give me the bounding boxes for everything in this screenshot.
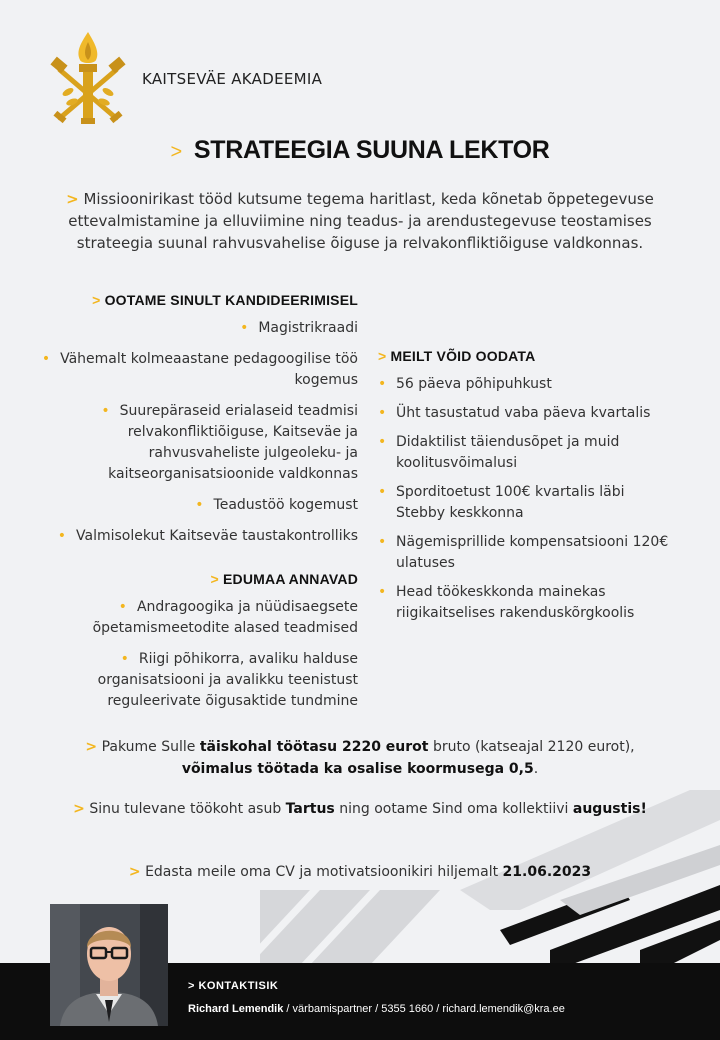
- advantages-list: [40, 597, 358, 712]
- separator: /: [375, 1003, 379, 1015]
- salary-paragraph: [60, 736, 660, 780]
- list-item: • Sporditoetust 100€ kvartalis läbi Stebby keskkonna: [378, 482, 678, 524]
- separator: /: [286, 1003, 290, 1015]
- contact-email: richard.lemendik@kra.ee: [442, 1003, 565, 1015]
- contact-name: Richard Lemendik: [188, 1003, 284, 1015]
- benefits-list: [378, 374, 678, 624]
- requirements-heading: [40, 292, 358, 308]
- salary-text-3: .: [533, 761, 539, 777]
- list-item: • Valmisolekut Kaitseväe taustakontrolliks: [40, 526, 358, 547]
- organization-name: KAITSEVÄE AKADEEMIA: [142, 70, 323, 88]
- left-column: [40, 292, 358, 722]
- location-text-2: ning ootame Sind oma kollektiivi: [339, 801, 569, 817]
- requirements-heading-text: OOTAME SINULT KANDIDEERIMISEL: [104, 292, 358, 308]
- salary-amount: täiskohal töötasu 2220 eurot: [199, 739, 429, 755]
- list-item: • Üht tasustatud vaba päeva kvartalis: [378, 403, 678, 424]
- academy-logo-icon: [50, 30, 126, 126]
- contact-details: [188, 1003, 565, 1015]
- advantages-heading: [40, 571, 358, 587]
- location-paragraph: [60, 798, 660, 820]
- salary-text-1: Pakume Sulle: [101, 739, 196, 755]
- intro-text: Missioonirikast tööd kutsume tegema haritlast, keda kõnetab õppetegevuse ettevalmistamine ja elluviimine ning teadus- ja arendustegevuse teostamises strateegia suunal rahvusvahelise õiguse ja relvakonfliktiõiguse valdkonnas.: [68, 190, 654, 252]
- list-item: • Riigi põhikorra, avaliku halduse organisatsiooni ja avalikku teenistust reguleerivate õigusaktide tundmine: [40, 649, 358, 712]
- advantages-heading-text: EDUMAA ANNAVAD: [222, 571, 358, 587]
- deadline-text: Edasta meile oma CV ja motivatsioonikiri hiljemalt: [145, 864, 499, 880]
- intro-paragraph: [40, 188, 680, 254]
- job-title-text: STRATEEGIA SUUNA LEKTOR: [193, 136, 550, 164]
- intro-marker: >: [66, 190, 79, 208]
- list-item: • Didaktilist täiendusõpet ja muid koolitusvõimalusi: [378, 432, 678, 474]
- deadline-marker: >: [128, 864, 141, 880]
- right-column: [378, 348, 678, 632]
- list-item: • Magistrikraadi: [40, 318, 358, 339]
- benefits-marker: >: [378, 348, 387, 364]
- job-title: [0, 136, 720, 165]
- location-month: augustis!: [572, 801, 647, 817]
- salary-text-2: bruto (katseajal 2120 eurot),: [432, 739, 635, 755]
- list-item: • Suurepäraseid erialaseid teadmisi relvakonfliktiõiguse, Kaitseväe ja rahvusvaheliste julgeoleku- ja kaitseorganisatsioonide valdkonnas: [40, 401, 358, 485]
- separator: /: [436, 1003, 440, 1015]
- list-item: • Head töökeskkonda mainekas riigikaitselises rakenduskõrgkoolis: [378, 582, 678, 624]
- advantages-marker: >: [210, 571, 219, 587]
- list-item: • Andragoogika ja nüüdisaegsete õpetamismeetodite alased teadmised: [40, 597, 358, 639]
- title-marker: >: [170, 141, 182, 163]
- deadline-date: 21.06.2023: [502, 864, 592, 880]
- salary-part-time: võimalus töötada ka osalise koormusega 0,5: [181, 761, 534, 777]
- contact-role: värbamispartner: [292, 1003, 373, 1015]
- location-city: Tartus: [285, 801, 335, 817]
- list-item: • 56 päeva põhipuhkust: [378, 374, 678, 395]
- requirements-list: [40, 318, 358, 547]
- contact-phone: 5355 1660: [381, 1003, 434, 1015]
- deadline-paragraph: [60, 861, 660, 883]
- list-item: • Nägemisprillide kompensatsiooni 120€ ulatuses: [378, 532, 678, 574]
- location-marker: >: [73, 801, 85, 817]
- contact-person-photo: [50, 904, 168, 1026]
- list-item: • Teadustöö kogemust: [40, 495, 358, 516]
- benefits-heading: [378, 348, 678, 364]
- requirements-marker: >: [92, 292, 101, 308]
- location-text-1: Sinu tulevane töökoht asub: [89, 801, 282, 817]
- contact-heading: > KONTAKTISIK: [188, 980, 279, 992]
- list-item: • Vähemalt kolmeaastane pedagoogilise töö kogemus: [40, 349, 358, 391]
- benefits-heading-text: MEILT VÕID OODATA: [390, 348, 536, 364]
- salary-marker: >: [85, 739, 98, 755]
